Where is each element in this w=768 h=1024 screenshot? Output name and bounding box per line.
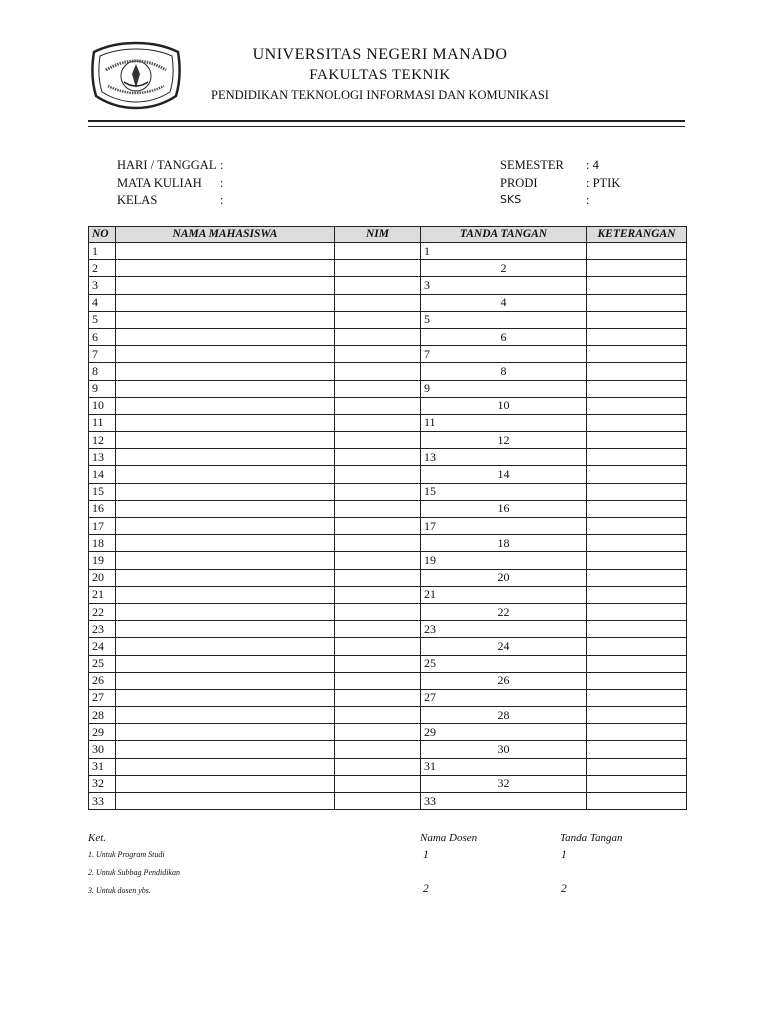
signature-cell[interactable]: 11 [421,414,587,431]
signature-cell[interactable]: 33 [421,793,587,810]
nama-cell[interactable] [116,311,335,328]
row-number: 16 [89,500,116,517]
row-number: 4 [89,294,116,311]
nim-cell[interactable] [335,518,421,535]
keterangan-cell[interactable] [587,294,687,311]
table-row [89,449,687,466]
nim-cell[interactable] [335,603,421,620]
row-number: 8 [89,363,116,380]
keterangan-cell[interactable] [587,328,687,345]
keterangan-cell[interactable] [587,346,687,363]
table-row [89,311,687,328]
row-number: 31 [89,758,116,775]
keterangan-cell[interactable] [587,518,687,535]
nim-cell[interactable] [335,638,421,655]
nim-cell[interactable] [335,689,421,706]
keterangan-cell[interactable] [587,758,687,775]
attendance-table [88,226,687,810]
nim-cell[interactable] [335,758,421,775]
dosen-2: 2 [423,883,429,895]
header-keterangan: KETERANGAN [587,227,687,243]
nama-cell[interactable] [116,414,335,431]
signature-cell[interactable]: 28 [421,707,587,724]
keterangan-cell[interactable] [587,397,687,414]
signature-cell[interactable]: 17 [421,518,587,535]
nama-cell[interactable] [116,603,335,620]
nama-cell[interactable] [116,707,335,724]
nama-cell[interactable] [116,586,335,603]
table-row [89,603,687,620]
nim-cell[interactable] [335,466,421,483]
header-no: NO [89,227,116,243]
nama-cell[interactable] [116,397,335,414]
table-row [89,724,687,741]
nim-cell[interactable] [335,243,421,260]
row-number: 26 [89,672,116,689]
kelas-colon: : [220,193,224,207]
nim-cell[interactable] [335,793,421,810]
keterangan-cell[interactable] [587,586,687,603]
nim-cell[interactable] [335,707,421,724]
table-row [89,535,687,552]
table-row [89,363,687,380]
row-number: 21 [89,586,116,603]
row-number: 32 [89,775,116,792]
signature-cell[interactable]: 12 [421,432,587,449]
hari-label: HARI / TANGGAL [117,158,217,172]
signature-cell[interactable]: 23 [421,621,587,638]
semester-value: : 4 [586,158,599,172]
keterangan-cell[interactable] [587,535,687,552]
signature-cell[interactable]: 22 [421,603,587,620]
keterangan-cell[interactable] [587,655,687,672]
nim-cell[interactable] [335,328,421,345]
signature-cell[interactable]: 15 [421,483,587,500]
keterangan-cell[interactable] [587,363,687,380]
ttd-1: 1 [561,849,567,861]
row-number: 1 [89,243,116,260]
keterangan-cell[interactable] [587,552,687,569]
signature-cell[interactable]: 29 [421,724,587,741]
nama-cell[interactable] [116,741,335,758]
keterangan-cell[interactable] [587,689,687,706]
nim-cell[interactable] [335,775,421,792]
nim-cell[interactable] [335,397,421,414]
row-number: 9 [89,380,116,397]
nama-cell[interactable] [116,346,335,363]
nim-cell[interactable] [335,741,421,758]
hari-colon: : [220,158,224,172]
signature-cell[interactable]: 19 [421,552,587,569]
nama-cell[interactable] [116,363,335,380]
row-number: 19 [89,552,116,569]
signature-cell[interactable]: 8 [421,363,587,380]
signature-cell[interactable]: 25 [421,655,587,672]
prodi-label: PRODI [500,176,538,190]
keterangan-cell[interactable] [587,707,687,724]
keterangan-cell[interactable] [587,483,687,500]
table-row [89,277,687,294]
nim-cell[interactable] [335,552,421,569]
tanda-tangan-label: Tanda Tangan [560,832,623,844]
nim-cell[interactable] [335,569,421,586]
keterangan-cell[interactable] [587,621,687,638]
row-number: 22 [89,603,116,620]
header-rule-thick [88,120,685,122]
nama-cell[interactable] [116,569,335,586]
table-row [89,638,687,655]
row-number: 6 [89,328,116,345]
table-row [89,518,687,535]
row-number: 30 [89,741,116,758]
row-number: 33 [89,793,116,810]
ket-label: Ket. [88,832,107,844]
nama-cell[interactable] [116,621,335,638]
nama-cell[interactable] [116,449,335,466]
table-row [89,552,687,569]
note-1: 1. Untuk Program Studi [88,850,165,859]
nama-dosen-label: Nama Dosen [420,832,478,844]
nama-cell[interactable] [116,380,335,397]
table-row [89,483,687,500]
nama-cell[interactable] [116,793,335,810]
signature-cell[interactable]: 30 [421,741,587,758]
row-number: 11 [89,414,116,431]
nama-cell[interactable] [116,483,335,500]
table-row [89,466,687,483]
nim-cell[interactable] [335,346,421,363]
table-header-row [89,227,687,243]
faculty-name: FAKULTAS TEKNIK [309,67,451,83]
keterangan-cell[interactable] [587,500,687,517]
nama-cell[interactable] [116,552,335,569]
signature-cell[interactable]: 27 [421,689,587,706]
nim-cell[interactable] [335,380,421,397]
row-number: 17 [89,518,116,535]
row-number: 2 [89,260,116,277]
nim-cell[interactable] [335,483,421,500]
nama-cell[interactable] [116,775,335,792]
header-rule-thin [88,126,685,127]
row-number: 7 [89,346,116,363]
signature-cell[interactable]: 16 [421,500,587,517]
row-number: 24 [89,638,116,655]
nim-cell[interactable] [335,724,421,741]
nama-cell[interactable] [116,672,335,689]
row-number: 14 [89,466,116,483]
nama-cell[interactable] [116,277,335,294]
signature-cell[interactable]: 13 [421,449,587,466]
row-number: 23 [89,621,116,638]
keterangan-cell[interactable] [587,793,687,810]
keterangan-cell[interactable] [587,466,687,483]
nama-cell[interactable] [116,535,335,552]
nama-cell[interactable] [116,724,335,741]
ttd-2: 2 [561,883,567,895]
keterangan-cell[interactable] [587,569,687,586]
university-name: UNIVERSITAS NEGERI MANADO [252,46,508,63]
nim-cell[interactable] [335,311,421,328]
nama-cell[interactable] [116,638,335,655]
nim-cell[interactable] [335,621,421,638]
keterangan-cell[interactable] [587,672,687,689]
signature-cell[interactable]: 4 [421,294,587,311]
table-row [89,500,687,517]
dosen-1: 1 [423,849,429,861]
nim-cell[interactable] [335,655,421,672]
keterangan-cell[interactable] [587,311,687,328]
keterangan-cell[interactable] [587,724,687,741]
row-number: 13 [89,449,116,466]
row-number: 5 [89,311,116,328]
signature-cell[interactable]: 20 [421,569,587,586]
table-row [89,432,687,449]
note-2: 2. Untuk Subbag Pendidikan [88,868,180,877]
nama-cell[interactable] [116,328,335,345]
keterangan-cell[interactable] [587,432,687,449]
keterangan-cell[interactable] [587,775,687,792]
row-number: 18 [89,535,116,552]
nim-cell[interactable] [335,535,421,552]
keterangan-cell[interactable] [587,380,687,397]
table-row [89,689,687,706]
signature-cell[interactable]: 14 [421,466,587,483]
table-row [89,672,687,689]
signature-cell[interactable]: 10 [421,397,587,414]
table-row [89,346,687,363]
signature-cell[interactable]: 6 [421,328,587,345]
table-row [89,569,687,586]
nama-cell[interactable] [116,518,335,535]
signature-cell[interactable]: 31 [421,758,587,775]
row-number: 3 [89,277,116,294]
program-name: PENDIDIKAN TEKNOLOGI INFORMASI DAN KOMUNIKASI [211,88,549,102]
note-3: 3. Untuk dosen ybs. [88,886,151,895]
row-number: 25 [89,655,116,672]
keterangan-cell[interactable] [587,414,687,431]
signature-cell[interactable]: 2 [421,260,587,277]
nim-cell[interactable] [335,414,421,431]
row-number: 27 [89,689,116,706]
matkul-colon: : [220,176,224,190]
table-row [89,397,687,414]
keterangan-cell[interactable] [587,449,687,466]
keterangan-cell[interactable] [587,277,687,294]
header-nama: NAMA MAHASISWA [116,227,335,243]
row-number: 15 [89,483,116,500]
nim-cell[interactable] [335,260,421,277]
signature-cell[interactable]: 32 [421,775,587,792]
header-nim: NIM [335,227,421,243]
table-row [89,380,687,397]
nim-cell[interactable] [335,432,421,449]
nim-cell[interactable] [335,500,421,517]
signature-cell[interactable]: 21 [421,586,587,603]
table-row [89,260,687,277]
row-number: 28 [89,707,116,724]
keterangan-cell[interactable] [587,638,687,655]
table-row [89,793,687,810]
row-number: 12 [89,432,116,449]
row-number: 10 [89,397,116,414]
keterangan-cell[interactable] [587,741,687,758]
nama-cell[interactable] [116,243,335,260]
keterangan-cell[interactable] [587,603,687,620]
keterangan-cell[interactable] [587,243,687,260]
table-row [89,621,687,638]
nama-cell[interactable] [116,689,335,706]
nama-cell[interactable] [116,432,335,449]
signature-cell[interactable]: 3 [421,277,587,294]
table-row [89,741,687,758]
table-row [89,414,687,431]
nama-cell[interactable] [116,294,335,311]
signature-cell[interactable]: 5 [421,311,587,328]
nim-cell[interactable] [335,672,421,689]
table-row [89,586,687,603]
signature-cell[interactable]: 1 [421,243,587,260]
sks-label: SKS [500,193,522,206]
row-number: 20 [89,569,116,586]
nim-cell[interactable] [335,586,421,603]
signature-cell[interactable]: 7 [421,346,587,363]
table-row [89,243,687,260]
nama-cell[interactable] [116,260,335,277]
sks-value: : [586,193,590,207]
kelas-label: KELAS [117,193,158,207]
nim-cell[interactable] [335,449,421,466]
signature-cell[interactable]: 26 [421,672,587,689]
nama-cell[interactable] [116,500,335,517]
table-row [89,775,687,792]
nama-cell[interactable] [116,466,335,483]
prodi-value: : PTIK [586,176,621,190]
row-number: 29 [89,724,116,741]
nama-cell[interactable] [116,758,335,775]
table-row [89,328,687,345]
nim-cell[interactable] [335,277,421,294]
table-row [89,294,687,311]
table-row [89,707,687,724]
signature-cell[interactable]: 24 [421,638,587,655]
nim-cell[interactable] [335,294,421,311]
nim-cell[interactable] [335,363,421,380]
semester-label: SEMESTER [500,158,564,172]
signature-cell[interactable]: 9 [421,380,587,397]
nama-cell[interactable] [116,655,335,672]
signature-cell[interactable]: 18 [421,535,587,552]
matkul-label: MATA KULIAH [117,176,202,190]
keterangan-cell[interactable] [587,260,687,277]
table-row [89,655,687,672]
header-tanda-tangan: TANDA TANGAN [421,227,587,243]
table-row [89,758,687,775]
